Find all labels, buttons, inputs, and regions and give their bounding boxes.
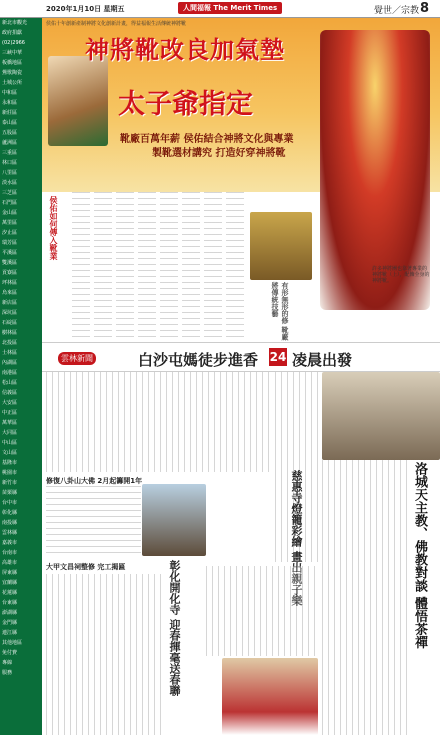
bootmaker-photo	[48, 56, 108, 146]
ad-item: 鶯歌陶瓷	[2, 70, 23, 76]
side-title: 侯佑如何傳入靴業	[49, 196, 58, 260]
ad-item: 彰化縣	[2, 510, 18, 516]
pilgrimage-article	[46, 372, 271, 472]
ad-item: 三芝區	[2, 190, 18, 196]
buddha-headline: 修復八卦山大佛 2月起籌開1年	[46, 477, 143, 485]
ad-item: 大同區	[2, 430, 18, 436]
ad-item: 永和區	[2, 100, 18, 106]
ad-item: 中和區	[2, 90, 18, 96]
calligraphy-headline: 彰化開化寺 迎春揮毫送春聯	[168, 560, 181, 696]
page-header	[0, 0, 440, 18]
ad-item: 大安區	[2, 400, 18, 406]
ad-item: 板橋地區	[2, 60, 23, 66]
ad-item: 新店區	[2, 300, 18, 306]
ad-item: 金山區	[2, 210, 18, 216]
ad-item: 石碇區	[2, 320, 18, 326]
photo-caption: 許多神將團也靠著專業的神將靴（上），配飾全身的神將靴。	[372, 266, 430, 284]
ad-item: 三重區	[2, 150, 18, 156]
buddha-photo	[142, 484, 206, 556]
ad-item: 文山區	[2, 450, 18, 456]
ad-item: 苗栗縣	[2, 490, 18, 496]
ad-item: 淡水區	[2, 180, 18, 186]
ad-item: 其他地區	[2, 640, 23, 646]
ad-item: 北投區	[2, 340, 18, 346]
ad-item: 深坑區	[2, 310, 18, 316]
issue-date: 2020年1月10日 星期五	[46, 5, 125, 13]
dialogue-article	[322, 460, 408, 735]
ad-item: 新北市觀光	[2, 20, 28, 26]
ad-item: 林口區	[2, 160, 18, 166]
tea-dialogue-photo	[322, 372, 440, 460]
subhead-line2: 製靴選材講究 打造好穿神將靴	[152, 148, 286, 159]
ad-item: 土城公所	[2, 80, 23, 86]
ad-item: 高雄市	[2, 560, 18, 566]
buddha-article	[46, 486, 141, 556]
ad-item: 烏來區	[2, 290, 18, 296]
ad-column	[0, 18, 42, 735]
ad-item: 瑞芳區	[2, 240, 18, 246]
ad-item: 中山區	[2, 440, 18, 446]
ad-item: 嘉義市	[2, 540, 18, 546]
newspaper-logo: 人間福報 The Merit Times	[178, 2, 282, 14]
ad-item: 坪林區	[2, 280, 18, 286]
ad-item: 內湖區	[2, 360, 18, 366]
headline-line1: 神將靴改良加氣墊	[85, 35, 285, 64]
ad-item: 八里區	[2, 170, 18, 176]
ad-item: 石門區	[2, 200, 18, 206]
ad-item: 宜蘭縣	[2, 580, 18, 586]
ad-item: 桃園市	[2, 470, 18, 476]
dialogue-headline: 洛城天主教、佛教對談 體悟茶禪	[412, 462, 427, 649]
ad-item: 免付費	[2, 650, 18, 656]
wenchang-headline: 大甲文昌祠整修 完工揭匾	[46, 563, 126, 571]
ad-item: 萬華區	[2, 420, 18, 426]
ad-item: 澎湖縣	[2, 610, 18, 616]
ad-item: 服務	[2, 670, 13, 676]
strapline: 侯佑十年創新產制神將文化創新計畫，得益福報生活傳統神將靴	[46, 21, 187, 27]
band-date-number: 24	[269, 350, 287, 364]
ad-item: 連江縣	[2, 630, 18, 636]
section-name: 覺世／宗教	[374, 6, 420, 16]
ad-item: 政府捐獻	[2, 30, 23, 36]
ad-item: 雙溪區	[2, 260, 18, 266]
ad-item: 三峽中華	[2, 50, 23, 56]
news-band	[42, 342, 440, 372]
ad-item: 台南市	[2, 550, 18, 556]
ad-item: 南港區	[2, 370, 18, 376]
ad-item: 台東縣	[2, 600, 18, 606]
page-number: 8	[420, 1, 430, 16]
calligraphy-photo	[222, 658, 318, 735]
ad-item: 專線	[2, 660, 13, 666]
band-title2: 凌晨出發	[292, 351, 353, 369]
ad-item: 貢寮區	[2, 270, 18, 276]
band-tag: 雲林新聞	[58, 352, 96, 365]
ad-item: 松山區	[2, 380, 18, 386]
ad-item: 新莊區	[2, 110, 18, 116]
ad-item: 中正區	[2, 410, 18, 416]
ad-item: 金門縣	[2, 620, 18, 626]
ad-item: 樹林區	[2, 330, 18, 336]
ad-item: 萬里區	[2, 220, 18, 226]
calligraphy-article	[206, 566, 318, 656]
ad-item: 五股區	[2, 130, 18, 136]
ad-item: 泰山區	[2, 120, 18, 126]
pull-quote: 有形無形的修 靴廠將傳統技藝	[271, 282, 289, 341]
ad-item: 汐止區	[2, 230, 18, 236]
ad-item: 基隆市	[2, 460, 18, 466]
subhead-line1: 靴廠百萬年薪 侯佑結合神將文化與專業	[120, 134, 294, 145]
ad-item: 新竹市	[2, 480, 18, 486]
ad-item: 南投縣	[2, 520, 18, 526]
headline-line2: 太子爺指定	[118, 89, 253, 120]
ad-item: 屏東縣	[2, 570, 18, 576]
lantern-headline: 慈惠寺燈籠彩繪 畫出親子樂	[290, 470, 303, 606]
ad-item: 台中市	[2, 500, 18, 506]
ad-item: 雲林縣	[2, 530, 18, 536]
ad-item: 蘆洲區	[2, 140, 18, 146]
ad-item: 平溪區	[2, 250, 18, 256]
ad-item: (02)2966	[2, 40, 25, 46]
band-title1: 白沙屯媽徒步進香	[138, 351, 259, 369]
wenchang-article	[46, 574, 166, 735]
ad-item: 花蓮縣	[2, 590, 18, 596]
boot-photo	[250, 212, 312, 280]
ad-item: 信義區	[2, 390, 18, 396]
ad-item: 士林區	[2, 350, 18, 356]
